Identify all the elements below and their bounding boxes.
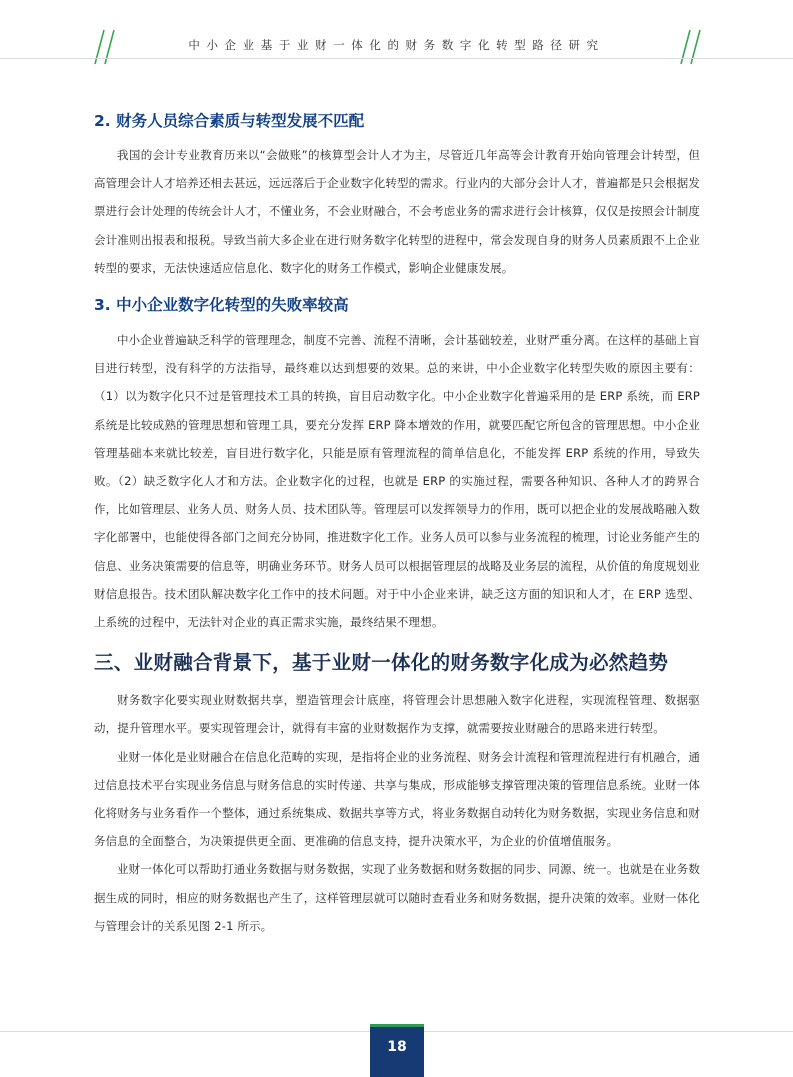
paragraph: 中小企业普遍缺乏科学的管理理念，制度不完善、流程不清晰，会计基础较差，业财严重分离。在这样的基础上盲目进行转型，没有科学的方法指导，最终难以达到想要的效果。总的来讲，中小企业数字化转型失败的原因主要有：（1）以为数字化只不过是管理技术工具的转换，盲目启动数字化。中小企业数字化普遍采用的是 ERP 系统，而 ERP 系统是比较成熟的管理思想和管理工具，要充分发挥 ERP 降本增效的作用，就要匹配它所包含的管理思想。中小企业管理基础本来就比较差，盲目进行数字化，只能是原有管理流程的简单信息化，不能发挥 ERP 系统的作用，导致失败。（2）缺乏数字化人才和方法。企业数字化的过程，也就是 ERP 的实施过程，需要各种知识、各种人才的跨界合作，比如管理层、业务人员、财务人员、技术团队等。管理层可以发挥领导力的作用，既可以把企业的发展战略融入数字化部署中，也能使得各部门之间充分协同，推进数字化工作。业务人员可以参与业务流程的梳理，讨论业务能产生的信息、业务决策需要的信息等，明确业务环节。财务人员可以根据管理层的战略及业务层的流程，从价值的角度规划业财信息报告。技术团队解决数字化工作中的技术问题。对于中小企业来讲，缺乏这方面的知识和人才，在 ERP 选型、上系统的过程中，无法针对企业的真正需求实施，最终结果不理想。 xyxy=(94,333,700,630)
subsection-heading-2: 2. 财务人员综合素质与转型发展不匹配 xyxy=(94,112,365,130)
double-slash-decoration-icon xyxy=(678,28,704,66)
section-heading-3: 三、业财融合背景下，基于业财一体化的财务数字化成为必然趋势 xyxy=(94,651,669,675)
page-body xyxy=(94,108,700,940)
page-header xyxy=(0,0,793,60)
paragraph: 财务数字化要实现业财数据共享，塑造管理会计底座，将管理会计思想融入数字化进程，实现流程管理、数据驱动，提升管理水平。要实现管理会计，就得有丰富的业财数据作为支撑，就需要按业财融合的思路来进行转型。 xyxy=(94,693,700,736)
paragraph: 我国的会计专业教育历来以“会做账”的核算型会计人才为主，尽管近几年高等会计教育开始向管理会计转型，但高管理会计人才培养还相去甚远，远远落后于企业数字化转型的需求。行业内的大部分会计人才，普遍都是只会根据发票进行会计处理的传统会计人才，不懂业务，不会业财融合，不会考虑业务的需求进行会计核算，仅仅是按照会计制度会计准则出报表和报税。导致当前大多企业在进行财务数字化转型的进程中，常会发现自身的财务人员素质跟不上企业转型的要求，无法快速适应信息化、数字化的财务工作模式，影响企业健康发展。 xyxy=(94,148,700,275)
running-title: 中小企业基于业财一体化的财务数字化转型路径研究 xyxy=(188,38,605,52)
header-divider xyxy=(0,58,793,59)
page-number: 18 xyxy=(370,1024,424,1077)
paragraph: 业财一体化是业财融合在信息化范畴的实现，是指将企业的业务流程、财务会计流程和管理流程进行有机融合，通过信息技术平台实现业务信息与财务信息的实时传递、共享与集成，形成能够支撑管理决策的管理信息系统。业财一体化将财务与业务看作一个整体，通过系统集成、数据共享等方式，将业务数据自动转化为财务数据，实现业务信息和财务信息的全面整合，为决策提供更全面、更准确的信息支持，提升决策水平，为企业的价值增值服务。 xyxy=(94,749,700,849)
paragraph: 业财一体化可以帮助打通业务数据与财务数据，实现了业务数据和财务数据的同步、同源、统一。也就是在业务数据生成的同时，相应的财务数据也产生了，这样管理层就可以随时查看业务和财务数据，提升决策的效率。业财一体化与管理会计的关系见图 2-1 所示。 xyxy=(94,862,700,933)
subsection-heading-3: 3. 中小企业数字化转型的失败率较高 xyxy=(94,296,349,315)
